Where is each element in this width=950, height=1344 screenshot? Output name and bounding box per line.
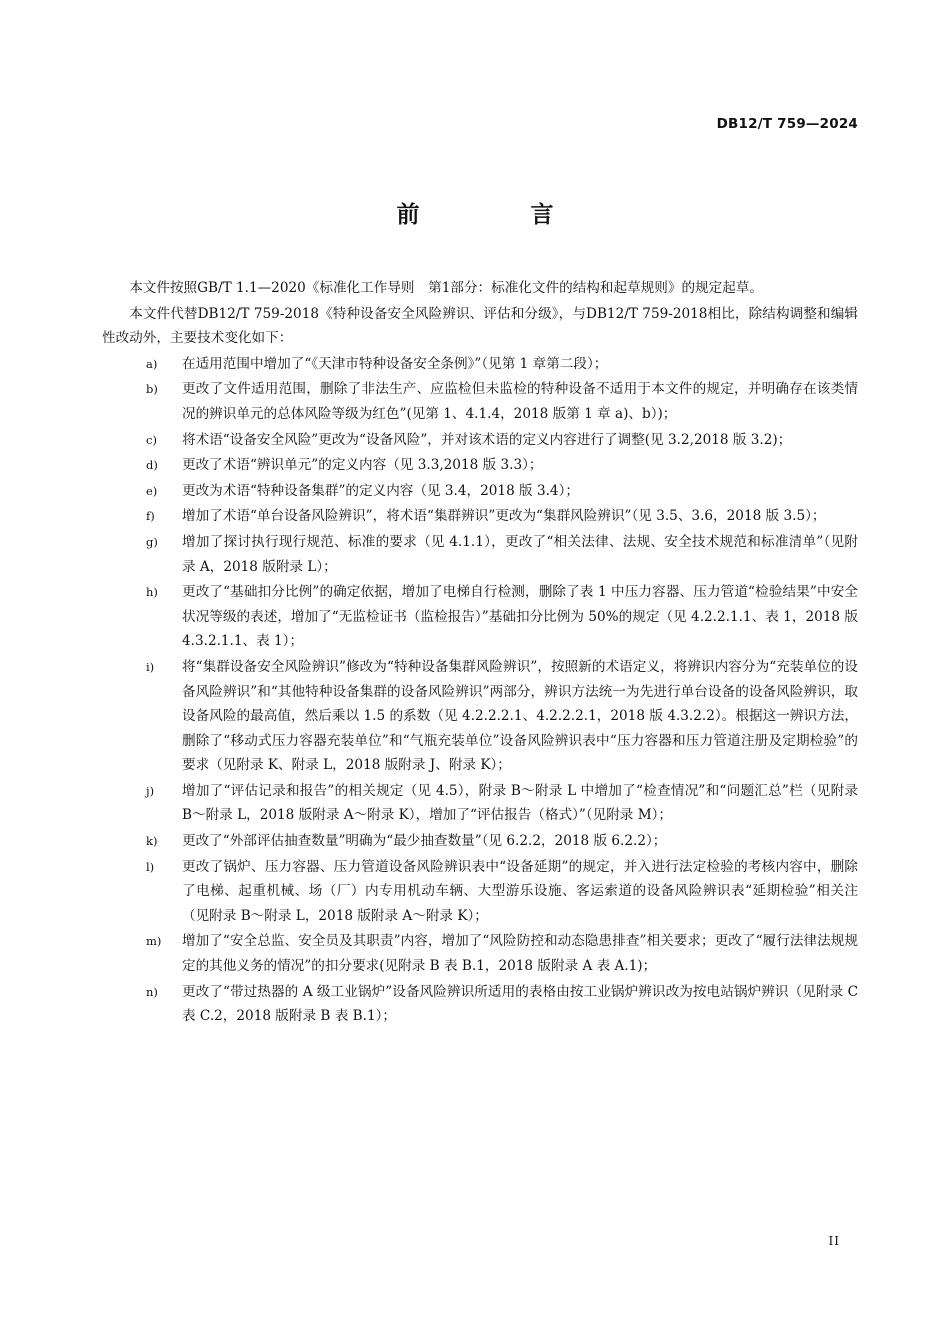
list-item-marker: h) <box>146 585 158 600</box>
document-code: DB12/T 759—2024 <box>716 116 858 132</box>
list-item-marker: l) <box>146 859 155 874</box>
list-item <box>102 829 858 854</box>
document-body <box>102 276 858 1030</box>
list-item-text: 更改了锅炉、压力容器、压力管道设备风险辨识表中“设备延期”的规定，并入进行法定检验的考核内容中，删除了电梯、起重机械、场（厂）内专用机动车辆、大型游乐设施、客运索道的设备风险辨识表“延期检验”相关注（见附录 B～附录 L，2018 版附录 A～附录 K）； <box>182 858 858 924</box>
list-item-text: 将术语“设备安全风险”更改为“设备风险”，并对该术语的定义内容进行了调整(见 3.2,2018 版 3.2)； <box>182 431 792 448</box>
list-item-text: 更改了术语“辨识单元”的定义内容（见 3.3,2018 版 3.3）； <box>182 457 543 474</box>
list-item-marker: a) <box>146 356 158 371</box>
list-item <box>102 479 858 504</box>
list-item-text: 增加了“安全总监、安全员及其职责”内容，增加了“风险防控和动态隐患排查”相关要求；更改了“履行法律法规规定的其他义务的情况”的扣分要求(见附录 B 表 B.1，2018 版附录 A 表 A.1)； <box>182 933 858 975</box>
list-item-text: 更改了“外部评估抽查数量”明确为“最少抽查数量”（见 6.2.2，2018 版 6.2.2）； <box>182 833 667 850</box>
list-item <box>102 504 858 529</box>
paragraph-replacement: 本文件代替DB12/T 759-2018《特种设备安全风险辨识、评估和分级》，与DB12/T 759-2018相比，除结构调整和编辑性改动外，主要技术变化如下： <box>102 305 858 347</box>
list-item <box>102 352 858 377</box>
list-item-text: 在适用范围中增加了“《天津市特种设备安全条例》”（见第 1 章第二段）； <box>182 355 608 372</box>
list-item <box>102 580 858 654</box>
list-item-text: 将“集群设备安全风险辨识”修改为“特种设备集群风险辨识”，按照新的术语定义，将辨识内容分为“充装单位的设备风险辨识”和“其他特种设备集群的设备风险辨识”两部分，辨识方法统一为先进行单台设备的设备风险辨识，取设备风险的最高值，然后乘以 1.5 的系数（见 4.2.2.2.1、4.2.2.2.1，2018 版 4.3.2.2）。根据这一辨识方法，删除了“移动式压力容器充装单位”和“气瓶充装单位”设备风险辨识表中“压力容器和压力管道注册及定期检验”的要求（见附录 K、附录 L，2018 版附录 J、附录 K）； <box>182 658 858 774</box>
list-item-text: 增加了探讨执行现行规范、标准的要求（见 4.1.1），更改了“相关法律、法规、安全技术规范和标准清单”（见附录 A，2018 版附录 L）； <box>182 533 858 575</box>
list-item-marker: g) <box>146 534 158 549</box>
list-item <box>102 855 858 929</box>
list-item-marker: j) <box>146 783 155 798</box>
list-item <box>102 377 858 426</box>
list-item-marker: b) <box>146 382 158 397</box>
list-item <box>102 453 858 478</box>
list-item <box>102 779 858 828</box>
page-title: 前 言 <box>396 202 598 228</box>
list-item-marker: n) <box>146 984 158 999</box>
list-item-text: 更改了“基础扣分比例”的确定依据，增加了电梯自行检测，删除了表 1 中压力容器、压力管道“检验结果”中安全状况等级的表述，增加了“无监检证书（监检报告）”基础扣分比例为 50%的规定（见 4.2.2.1.1、表 1，2018 版 4.3.2.1.1、表 1）； <box>182 584 858 650</box>
list-item-marker: i) <box>146 659 155 674</box>
list-item-text: 更改了文件适用范围，删除了非法生产、应监检但未监检的特种设备不适用于本文件的规定，并明确存在该类情况的辨识单元的总体风险等级为红色”(见第 1、4.1.4，2018 版第 1 章 a)、b）)； <box>182 381 858 422</box>
list-item-marker: c) <box>146 432 157 447</box>
list-item-text: 增加了术语“单台设备风险辨识”，将术语“集群辨识”更改为“集群风险辨识”（见 3.5、3.6，2018 版 3.5）； <box>182 508 826 525</box>
list-item <box>102 530 858 579</box>
list-item-marker: m) <box>146 934 162 949</box>
page-number: II <box>828 1234 840 1248</box>
list-item <box>102 980 858 1029</box>
list-item-text: 更改为术语“特种设备集群”的定义内容（见 3.4，2018 版 3.4）； <box>182 482 579 499</box>
list-item-text: 更改了“带过热器的 A 级工业锅炉”设备风险辨识所适用的表格由按工业锅炉辨识改为按电站锅炉辨识（见附录 C 表 C.2，2018 版附录 B 表 B.1）； <box>182 983 858 1025</box>
paragraph-drafting: 本文件按照GB/T 1.1—2020《标准化工作导则 第1部分：标准化文件的结构和起草规则》的规定起草。 <box>129 280 764 296</box>
list-item <box>102 655 858 778</box>
list-item-marker: d) <box>146 458 158 473</box>
list-item <box>102 428 858 453</box>
list-item-marker: f) <box>146 509 155 524</box>
list-item <box>102 929 858 978</box>
list-item-text: 增加了“评估记录和报告”的相关规定（见 4.5），附录 B～附录 L 中增加了“检查情况”和“问题汇总”栏（见附录 B～附录 L，2018 版附录 A～附录 K），增加了“评估报告（格式）”（见附录 M）； <box>182 782 858 824</box>
list-item-marker: e) <box>146 483 158 498</box>
list-item-marker: k) <box>146 834 158 849</box>
